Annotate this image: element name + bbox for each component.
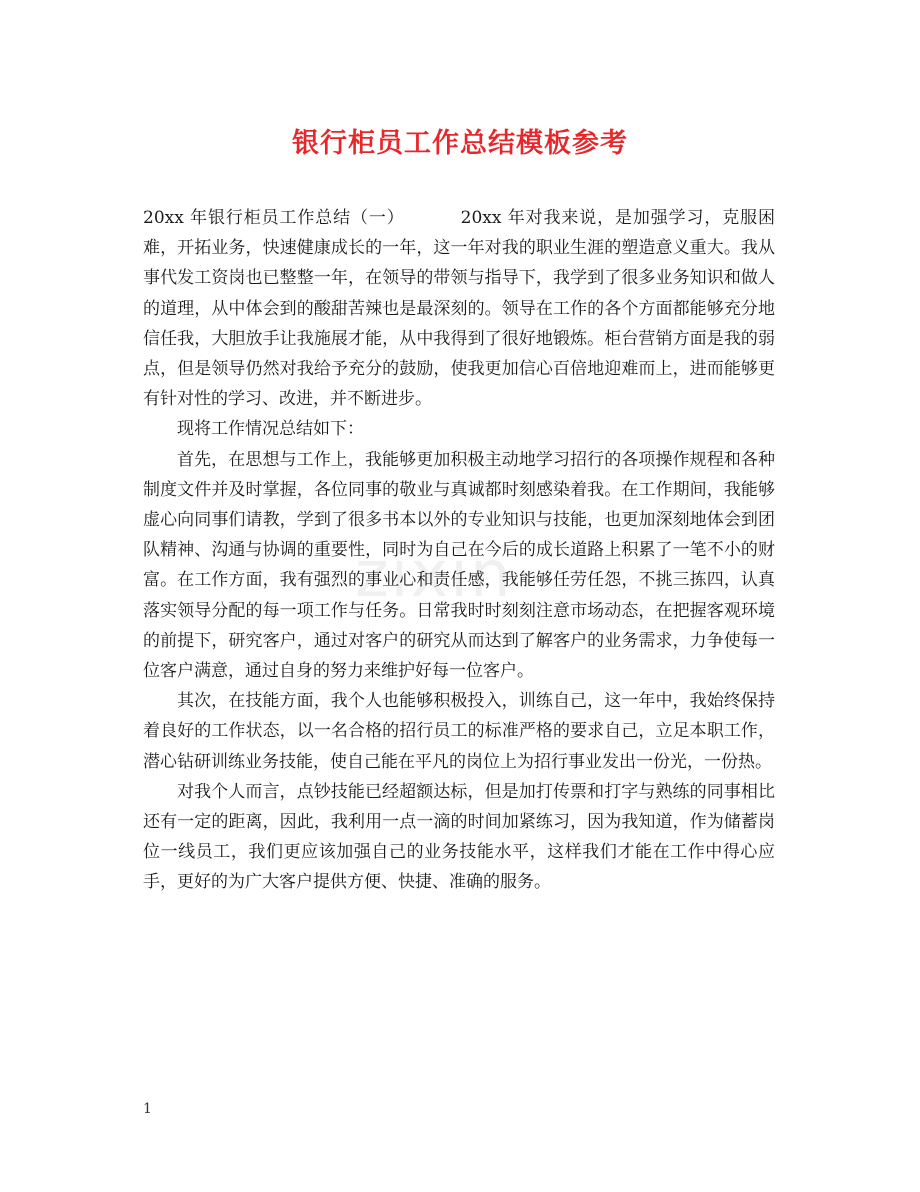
document-title: 银行柜员工作总结模板参考 — [292, 128, 628, 159]
page-number: 1 — [143, 1101, 152, 1117]
paragraph-summary-lead: 现将工作情况总结如下： — [177, 419, 364, 440]
paragraph-intro — [143, 203, 775, 414]
paragraph-personal: 对我个人而言，点钞技能已经超额达标，但是加打传票和打字与熟练的同事相比还有一定的距离，因此，我利用一点一滴的时间加紧练习，因为我知道，作为储蓄岗位一线员工，我们更应该加强自己的业务技能水平，这样我们才能在工作中得心应手，更好的为广大客户提供方便、快捷、准确的服务。 — [143, 781, 775, 893]
paragraph-second: 其次，在技能方面，我个人也能够积极投入，训练自己，这一年中，我始终保持着良好的工作状态，以一名合格的招行员工的标准严格的要求自己，立足本职工作，潜心钻研训练业务技能，使自己能在平凡的岗位上为招行事业发出一份光，一份热。 — [143, 691, 775, 772]
document-body — [143, 203, 775, 898]
paragraph-first: 首先，在思想与工作上，我能够更加积极主动地学习招行的各项操作规程和各种制度文件并及时掌握，各位同事的敬业与真诚都时刻感染着我。在工作期间，我能够虚心向同事们请教，学到了很多书本以外的专业知识与技能，也更加深刻地体会到团队精神、沟通与协调的重要性，同时为自己在今后的成长道路上积累了一笔不小的财富。在工作方面，我有强烈的事业心和责任感，我能够任劳任怨，不挑三拣四，认真落实领导分配的每一项工作与任务。日常我时时刻刻注意市场动态，在把握客观环境的前提下，研究客户，通过对客户的研究从而达到了解客户的业务需求，力争使每一位客户满意，通过自身的努力来维护好每一位客户。 — [143, 449, 775, 682]
section-heading: 20xx 年银行柜员工作总结（一） — [143, 208, 405, 228]
paragraph-text: 20xx 年对我来说，是加强学习，克服困难，开拓业务，快速健康成长的一年，这一年对我的职业生涯的塑造意义重大。我从事代发工资岗也已整整一年，在领导的带领与指导下，我学到了很多业务知识和做人的道理，从中体会到的酸甜苦辣也是最深刻的。领导在工作的各个方面都能够充分地信任我，大胆放手让我施展才能，从中我得到了很好地锻炼。柜台营销方面是我的弱点，但是领导仍然对我给予充分的鼓励，使我更加信心百倍地迎难而上，进而能够更有针对性的学习、改进，并不断进步。 — [143, 208, 775, 410]
watermark: zixin — [355, 538, 513, 612]
